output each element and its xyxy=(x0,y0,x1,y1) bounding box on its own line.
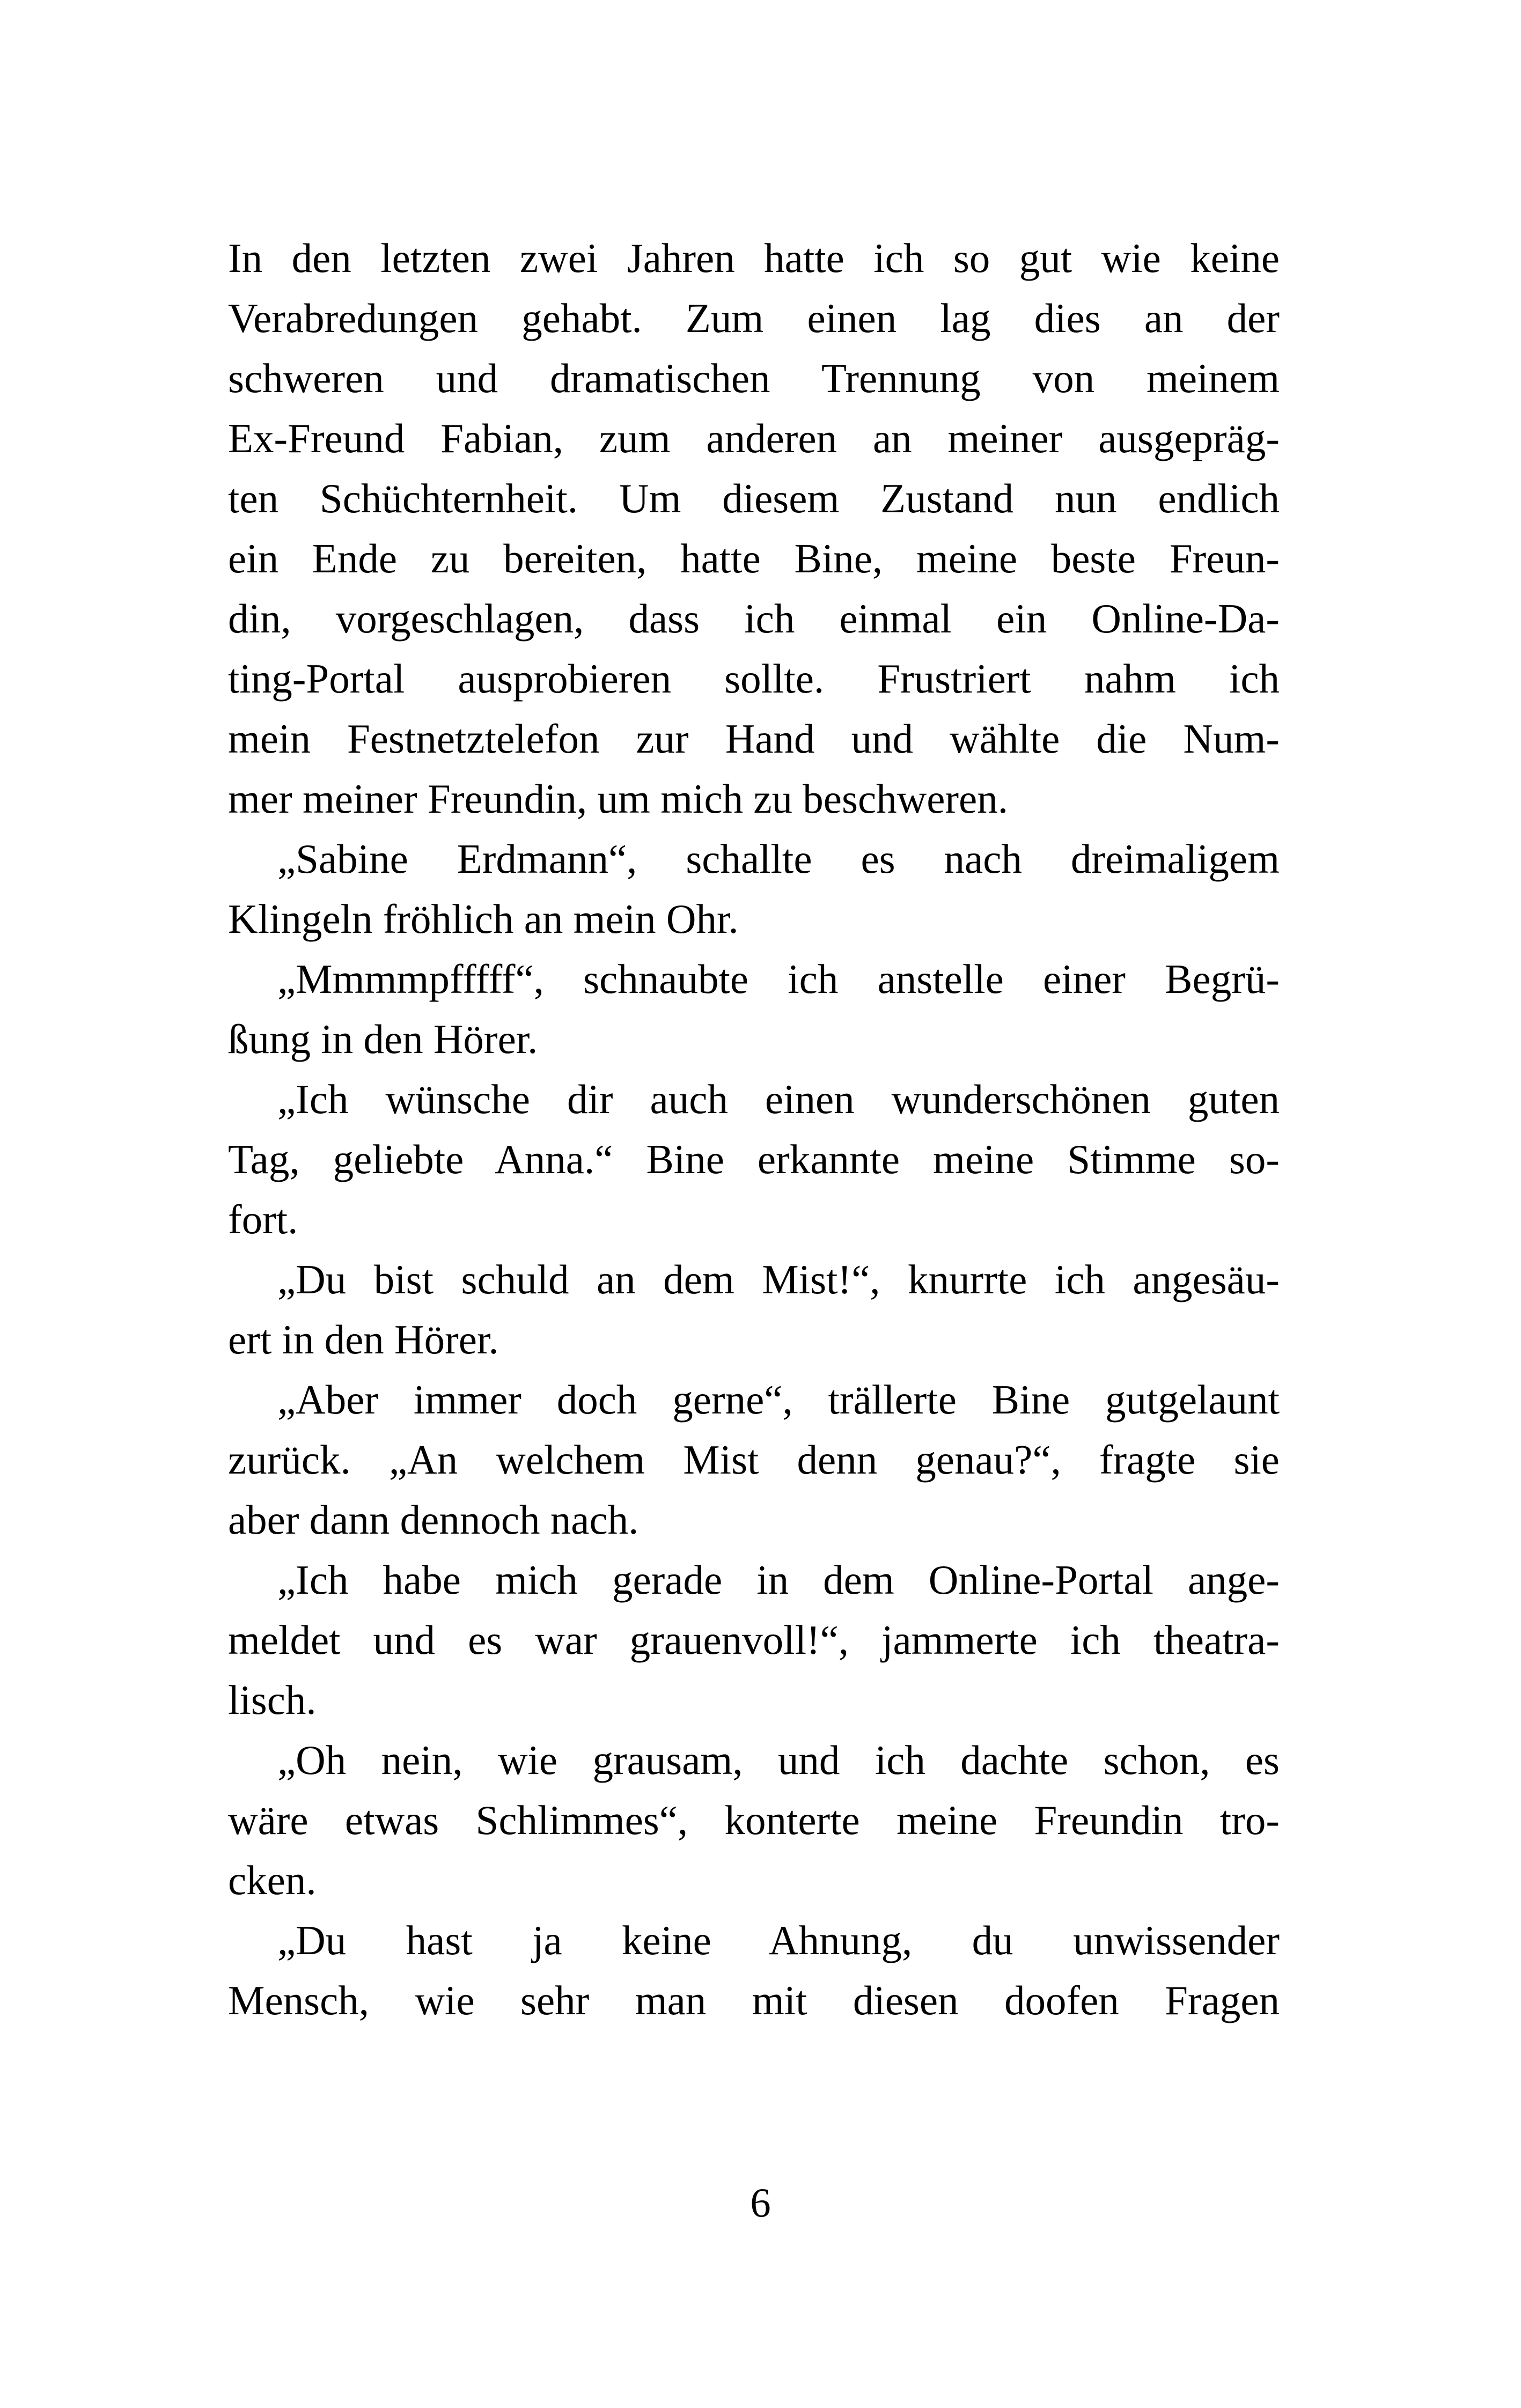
text-line: meldet und es war grauenvoll!“, jammerte ich theatra- xyxy=(228,1617,1280,1663)
text-line: zurück. „An welchem Mist denn genau?“, fragte sie xyxy=(228,1437,1280,1483)
text-line: ten Schüchternheit. Um diesem Zustand nun endlich xyxy=(228,475,1280,521)
text-line: „Mmmmpfffff“, schnaubte ich anstelle einer Begrü- xyxy=(277,956,1280,1002)
text-line: mein Festnetztelefon zur Hand und wählte die Num- xyxy=(228,716,1280,762)
text-line: In den letzten zwei Jahren hatte ich so gut wie keine xyxy=(228,235,1280,281)
text-line: ert in den Hörer. xyxy=(228,1316,499,1363)
text-line: Tag, geliebte Anna.“ Bine erkannte meine Stimme so- xyxy=(228,1136,1280,1182)
body-text xyxy=(228,228,1280,2030)
text-line: lisch. xyxy=(228,1677,317,1723)
text-line: „Ich wünsche dir auch einen wunderschönen guten xyxy=(277,1076,1280,1122)
page-number: 6 xyxy=(750,2179,771,2226)
text-line: „Sabine Erdmann“, schallte es nach dreimaligem xyxy=(277,836,1280,882)
text-line: Klingeln fröhlich an mein Ohr. xyxy=(228,896,739,942)
text-line: schweren und dramatischen Trennung von meinem xyxy=(228,355,1280,401)
text-line: fort. xyxy=(228,1196,298,1242)
text-line: Mensch, wie sehr man mit diesen doofen Fragen xyxy=(228,1977,1280,2023)
text-line: „Du hast ja keine Ahnung, du unwissender xyxy=(277,1917,1280,1963)
text-line: „Du bist schuld an dem Mist!“, knurrte ich angesäu- xyxy=(277,1256,1280,1302)
text-line: ßung in den Hörer. xyxy=(228,1016,538,1062)
text-line: Verabredungen gehabt. Zum einen lag dies an der xyxy=(228,295,1280,341)
text-line: „Aber immer doch gerne“, trällerte Bine gutgelaunt xyxy=(277,1376,1280,1423)
text-line: ein Ende zu bereiten, hatte Bine, meine beste Freun- xyxy=(228,535,1280,581)
text-line: „Ich habe mich gerade in dem Online-Portal ange- xyxy=(277,1557,1280,1603)
text-line: din, vorgeschlagen, dass ich einmal ein Online-Da- xyxy=(228,595,1280,642)
text-line: Ex-Freund Fabian, zum anderen an meiner ausgepräg- xyxy=(228,415,1280,461)
text-line: „Oh nein, wie grausam, und ich dachte schon, es xyxy=(277,1737,1280,1783)
text-line: ting-Portal ausprobieren sollte. Frustriert nahm ich xyxy=(228,656,1280,702)
text-line: aber dann dennoch nach. xyxy=(228,1497,639,1543)
text-line: cken. xyxy=(228,1857,317,1903)
text-line: wäre etwas Schlimmes“, konterte meine Freundin tro- xyxy=(228,1797,1280,1843)
text-line: mer meiner Freundin, um mich zu beschweren. xyxy=(228,776,1008,822)
